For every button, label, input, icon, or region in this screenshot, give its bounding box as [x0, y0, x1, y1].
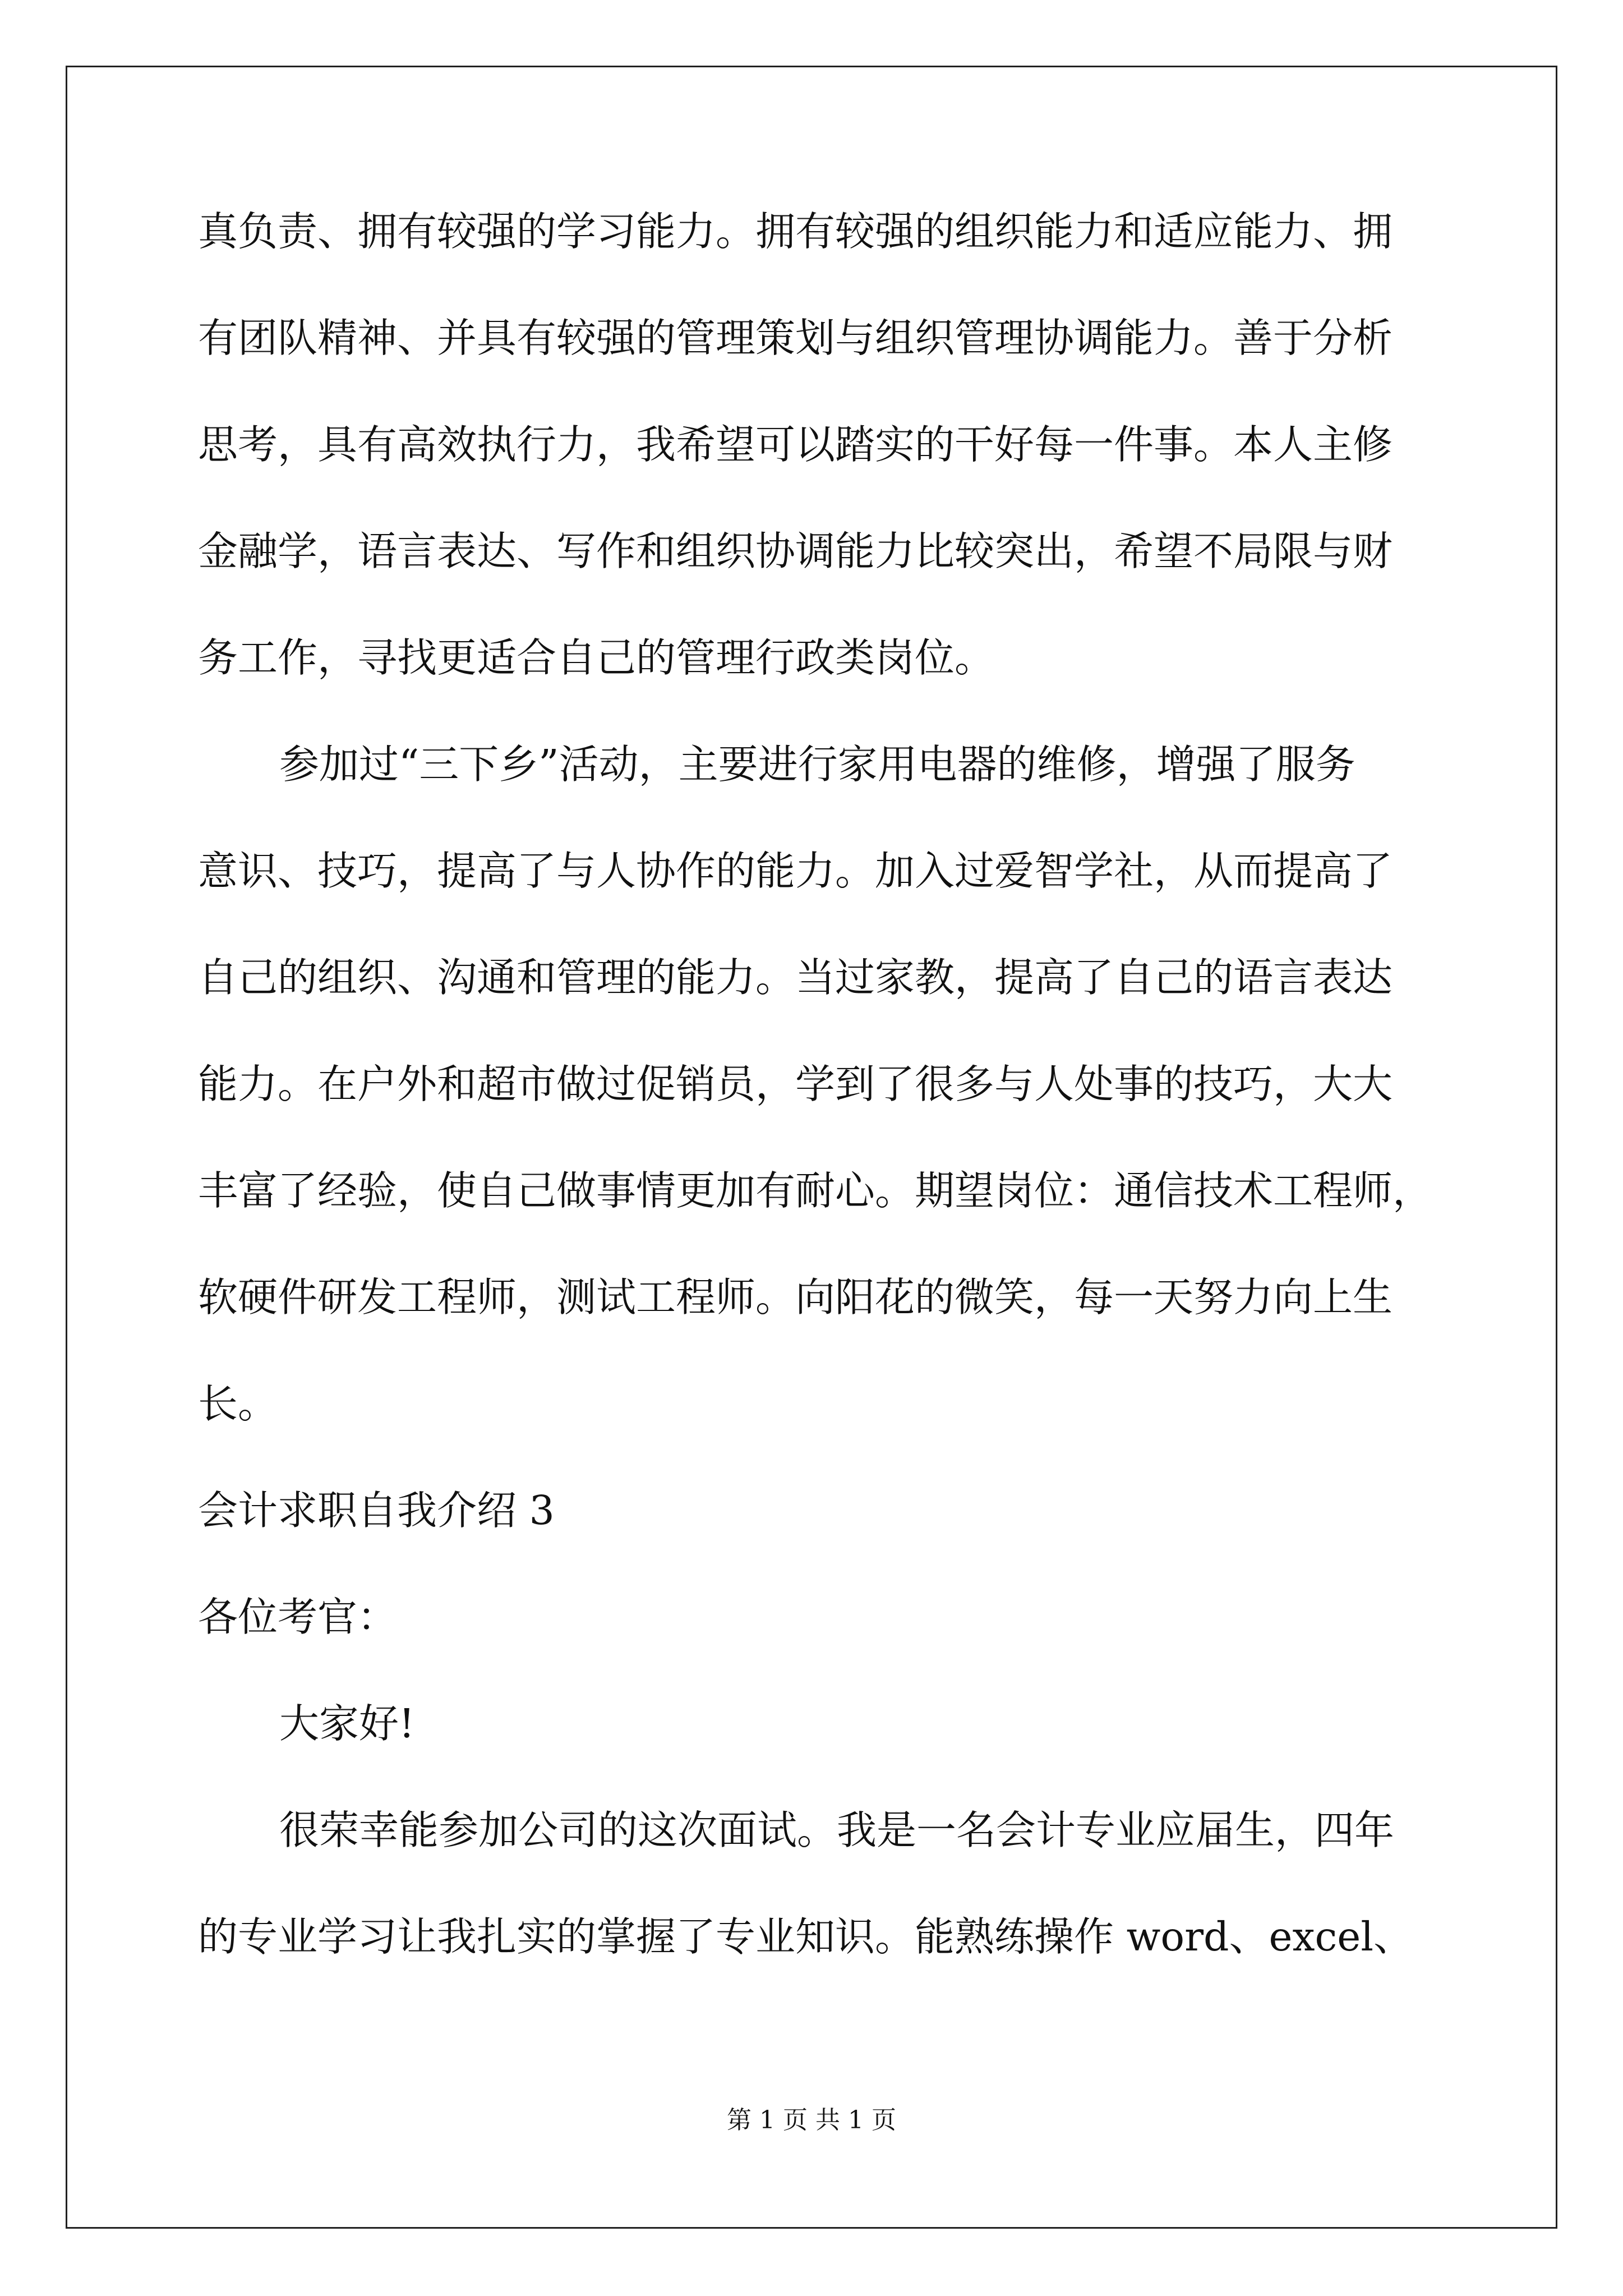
- text-line: 思考，具有高效执行力，我希望可以踏实的干好每一件事。本人主修: [198, 421, 1393, 468]
- text-line: 参加过“三下乡”活动，主要进行家用电器的维修，增强了服务: [279, 741, 1355, 788]
- salutation: 各位考官：: [198, 1594, 398, 1640]
- greeting: 大家好!: [279, 1700, 415, 1747]
- text-line: 长。: [198, 1381, 278, 1427]
- page-border: [66, 66, 1557, 2229]
- text-line: 很荣幸能参加公司的这次面试。我是一名会计专业应届生，四年: [279, 1807, 1395, 1853]
- text-line: 自己的组织、沟通和管理的能力。当过家教，提高了自己的语言表达: [198, 954, 1393, 1001]
- text-line: 意识、技巧，提高了与人协作的能力。加入过爱智学社，从而提高了: [198, 848, 1393, 894]
- text-line: 务工作，寻找更适合自己的管理行政类岗位。: [198, 634, 995, 681]
- text-line: 能力。在户外和超市做过促销员，学到了很多与人处事的技巧，大大: [198, 1061, 1393, 1107]
- text-line: 软硬件研发工程师，测试工程师。向阳花的微笑，每一天努力向上生: [198, 1274, 1393, 1320]
- page-footer: 第 1 页 共 1 页: [727, 2106, 896, 2134]
- text-line: 的专业学习让我扎实的掌握了专业知识。能熟练操作 word、excel、: [198, 1913, 1414, 1960]
- text-line: 有团队精神、并具有较强的管理策划与组织管理协调能力。善于分析: [198, 315, 1393, 361]
- section-heading: 会计求职自我介绍 3: [198, 1487, 555, 1534]
- text-line: 丰富了经验，使自己做事情更加有耐心。期望岗位：通信技术工程师，: [198, 1167, 1433, 1214]
- text-line: 金融学，语言表达、写作和组织协调能力比较突出，希望不局限与财: [198, 528, 1393, 574]
- text-line: 真负责、拥有较强的学习能力。拥有较强的组织能力和适应能力、拥: [198, 208, 1393, 255]
